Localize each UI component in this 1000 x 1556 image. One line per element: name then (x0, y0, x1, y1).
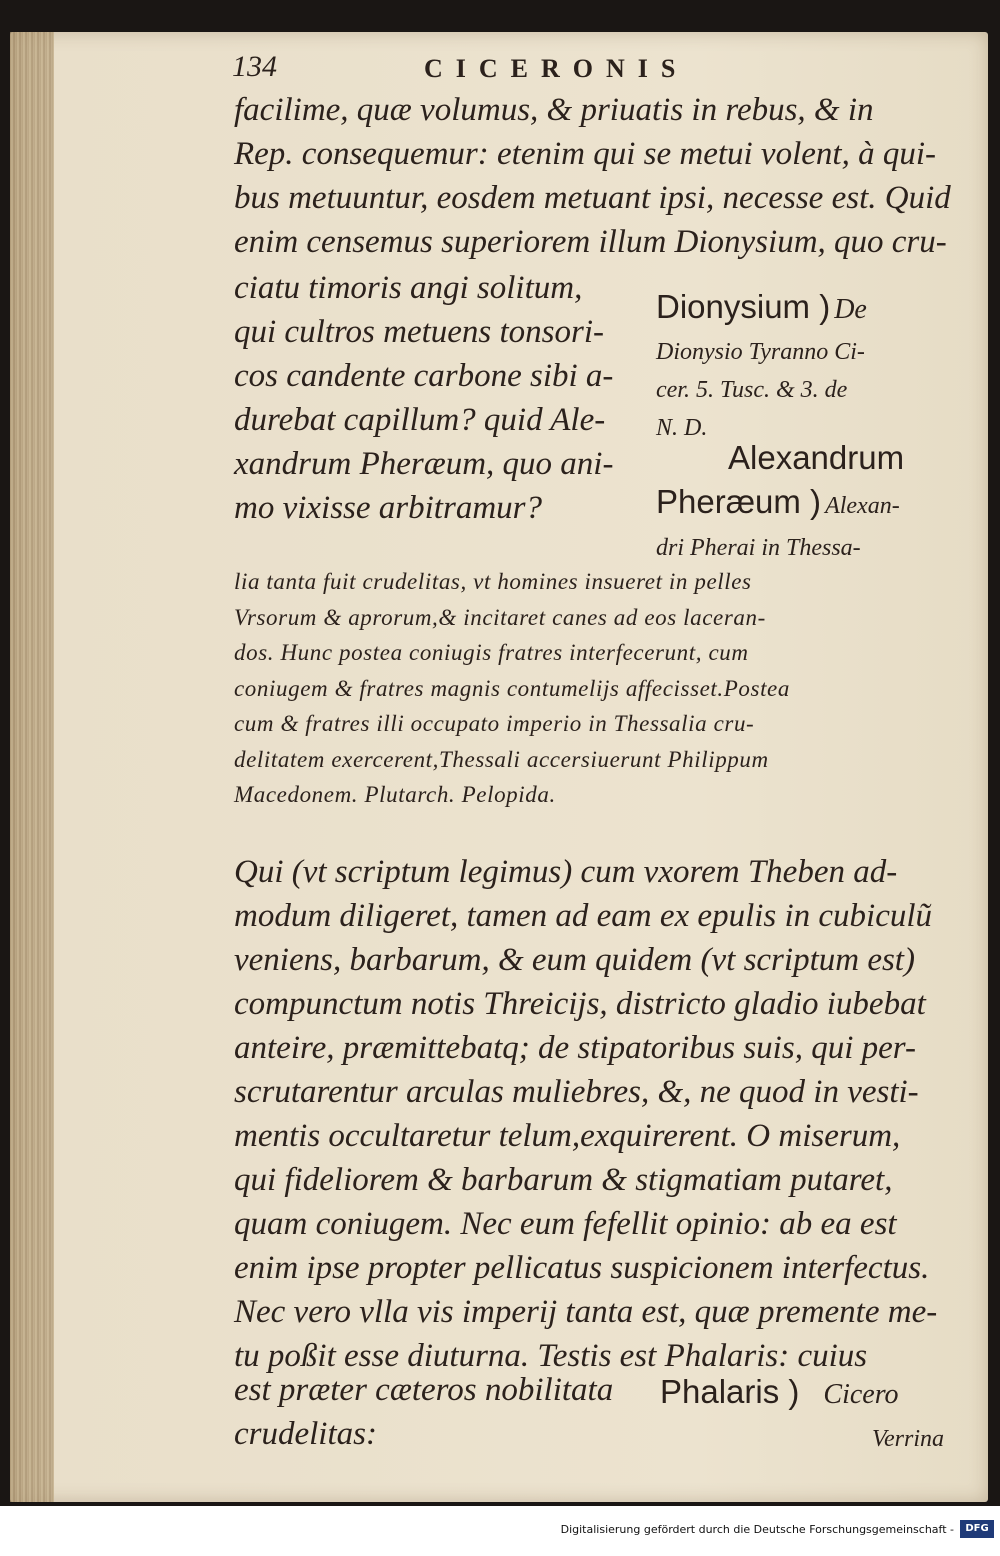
text-line: bus metuuntur, eosdem metuant ipsi, necesse est. Quid (234, 180, 951, 216)
page-header (228, 50, 948, 90)
commentary-line: cum & fratres illi occupato imperio in Thessalia cru- (234, 711, 755, 736)
side-note-text: Cicero (823, 1379, 899, 1410)
side-note-dionysium (656, 288, 956, 447)
running-title: CICERONIS (424, 54, 689, 83)
main-text-block-4 (234, 1368, 654, 1456)
side-note-heading: Pheræum ) (656, 483, 822, 520)
text-line: durebat capillum? quid Ale- (234, 402, 606, 438)
side-note-heading: Dionysium ) (656, 288, 831, 325)
commentary-line: coniugem & fratres magnis contumelijs affecisset.Postea (234, 675, 790, 701)
dfg-logo: DFG (960, 1520, 994, 1538)
text-line: Rep. consequemur: etenim qui se metui volent, à qui- (234, 136, 936, 172)
footer-bar (0, 1506, 1000, 1556)
side-note-heading: Alexandrum (728, 439, 905, 476)
side-note-phalaris (660, 1372, 960, 1459)
text-line: xandrum Pheræum, quo ani- (234, 446, 614, 482)
text-line: qui cultros metuens tonsori- (234, 314, 605, 350)
side-note-heading: Phalaris ) (660, 1373, 800, 1410)
text-line: ciatu timoris angi solitum, (234, 270, 583, 306)
text-line: est præter cæteros nobilitata (234, 1372, 614, 1408)
text-line: scrutarentur arculas muliebres, &, ne quod in vesti- (234, 1074, 919, 1110)
text-line: Nec vero vlla vis imperij tanta est, quæ premente me- (234, 1294, 938, 1330)
text-line: crudelitas: (234, 1416, 377, 1452)
commentary-note (234, 564, 950, 813)
text-line: Qui (vt scriptum legimus) cum vxorem Theben ad- (234, 854, 898, 890)
commentary-line: Macedonem. Plutarch. Pelopida. (234, 782, 556, 807)
text-line: enim censemus superiorem illum Dionysium, quo cru- (234, 224, 947, 260)
text-line: veniens, barbarum, & eum quidem (vt scriptum est) (234, 942, 915, 978)
main-text-block-2 (234, 266, 634, 530)
side-note-alexandrum (656, 436, 956, 565)
side-note-text: Alexan- (825, 493, 900, 519)
side-note-text: De (834, 294, 867, 325)
main-text-block-1 (234, 88, 954, 264)
main-text-block-3 (234, 850, 954, 1378)
commentary-line: lia tanta fuit crudelitas, vt homines insueret in pelles (234, 569, 752, 594)
text-line: tu poßit esse diuturna. Testis est Phalaris: cuius (234, 1338, 868, 1374)
text-line: modum diligeret, tamen ad eam ex epulis in cubiculũ (234, 898, 933, 934)
page-number: 134 (232, 50, 277, 83)
text-line: quam coniugem. Nec eum fefellit opinio: ab ea est (234, 1206, 897, 1242)
page-edge (10, 32, 54, 1502)
commentary-line: dos. Hunc postea coniugis fratres interfecerunt, cum (234, 640, 749, 665)
text-line: qui fideliorem & barbarum & stigmatiam putaret, (234, 1162, 893, 1198)
text-line: anteire, præmittebatq; de stipatoribus suis, qui per- (234, 1030, 916, 1066)
side-note-text: Verrina (872, 1426, 944, 1452)
text-line: cos candente carbone sibi a- (234, 358, 614, 394)
commentary-line: Vrsorum & aprorum,& incitaret canes ad eos laceran- (234, 604, 766, 630)
commentary-line: delitatem exercerent,Thessali accersiuerunt Philippum (234, 746, 769, 772)
side-note-text: Dionysio Tyranno Ci- (656, 339, 865, 365)
text-line: facilime, quæ volumus, & priuatis in rebus, & in (234, 92, 874, 128)
side-note-text: cer. 5. Tusc. & 3. de (656, 377, 848, 403)
side-note-text: N. D. (656, 415, 708, 441)
side-note-text: dri Pherai in Thessa- (656, 535, 861, 561)
funding-credit: Digitalisierung gefördert durch die Deutsche Forschungsgemeinschaft - (560, 1523, 954, 1536)
text-line: compunctum notis Threicijs, districto gladio iubebat (234, 986, 926, 1022)
text-line: mo vixisse arbitramur? (234, 490, 542, 526)
text-line: mentis occultaretur telum,exquirerent. O miserum, (234, 1118, 901, 1154)
text-line: enim ipse propter pellicatus suspicionem interfectus. (234, 1250, 930, 1286)
